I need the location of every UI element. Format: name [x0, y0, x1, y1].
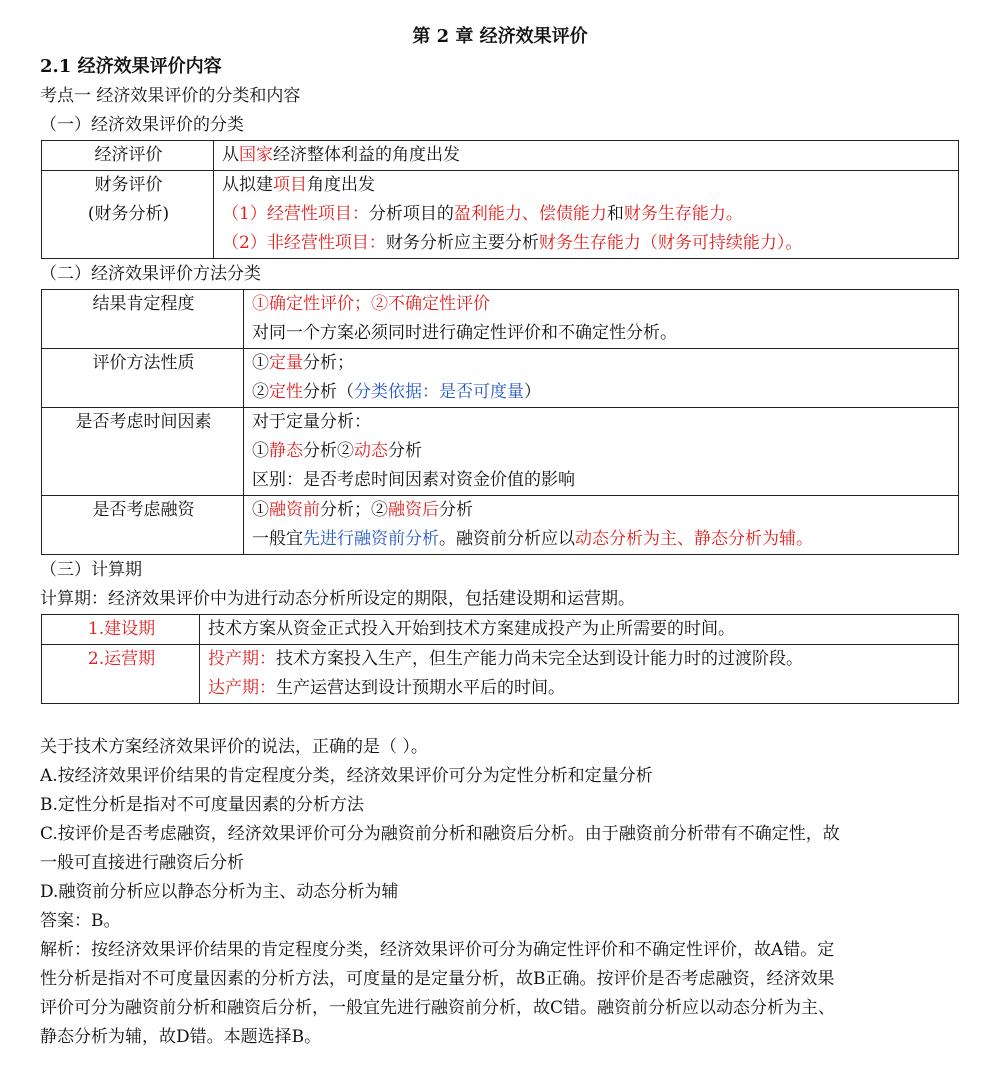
- explanation-line: 解析：按经济效果评价结果的肯定程度分类，经济效果评价可分为确定性评价和不确定性评价，故A错。定: [40, 940, 835, 960]
- explanation-line: 性分析是指对不可度量因素的分析方法，可度量的是定量分析，故B正确。按评价是否考虑融资，经济效果: [40, 969, 835, 989]
- row-label: 1.建设期: [42, 615, 200, 645]
- row-content: ①定量分析； ②定性分析（分类依据：是否可度量）: [244, 349, 959, 408]
- table-row: [42, 171, 959, 259]
- row-content: ①确定性评价；②不确定性评价 对同一个方案必须同时进行确定性评价和不确定性分析。: [244, 290, 959, 349]
- row-content: 从国家经济整体利益的角度出发: [214, 141, 959, 171]
- table-row: [42, 349, 959, 408]
- subheading-classification: （一）经济效果评价的分类: [40, 115, 244, 135]
- table-row: [42, 496, 959, 555]
- table-row: [42, 645, 959, 704]
- row-label: 经济评价: [42, 141, 214, 171]
- explanation-line: 静态分析为辅，故D错。本题选择B。: [40, 1027, 322, 1047]
- row-label: 是否考虑融资: [42, 496, 244, 555]
- chapter-title: 第 2 章 经济效果评价: [412, 26, 588, 47]
- option-c-continued: 一般可直接进行融资后分析: [40, 853, 244, 873]
- question-stem: 关于技术方案经济效果评价的说法，正确的是（ ）。: [40, 737, 428, 757]
- kaodian-heading: 考点一 经济效果评价的分类和内容: [40, 86, 301, 106]
- option-d: D.融资前分析应以静态分析为主、动态分析为辅: [40, 882, 399, 902]
- calc-period-description: 计算期：经济效果评价中为进行动态分析所设定的期限，包括建设期和运营期。: [40, 589, 635, 609]
- subheading-calc-period: （三）计算期: [40, 560, 142, 580]
- row-label: 2.运营期: [42, 645, 200, 704]
- methods-table: [41, 289, 959, 555]
- option-a: A.按经济效果评价结果的肯定程度分类，经济效果评价可分为定性分析和定量分析: [40, 766, 653, 786]
- option-c: C.按评价是否考虑融资，经济效果评价可分为融资前分析和融资后分析。由于融资前分析带有不确定性，故: [40, 824, 840, 844]
- row-content: 技术方案从资金正式投入开始到技术方案建成投产为止所需要的时间。: [200, 615, 959, 645]
- row-label: 评价方法性质: [42, 349, 244, 408]
- calc-period-table: [41, 614, 959, 704]
- section-heading: 2.1 经济效果评价内容: [40, 56, 222, 77]
- document-page: [40, 22, 960, 1052]
- row-content: ①融资前分析；②融资后分析 一般宜先进行融资前分析。融资前分析应以动态分析为主、静态分析为辅。: [244, 496, 959, 555]
- explanation-line: 评价可分为融资前分析和融资后分析，一般宜先进行融资前分析，故C错。融资前分析应以动态分析为主、: [40, 998, 836, 1018]
- table-row: [42, 141, 959, 171]
- option-b: B.定性分析是指对不可度量因素的分析方法: [40, 795, 364, 815]
- table-row: [42, 290, 959, 349]
- row-content: 从拟建项目角度出发 （1）经营性项目：分析项目的盈利能力、偿债能力和财务生存能力。 （2）非经营性项目：财务分析应主要分析财务生存能力（财务可持续能力）。: [214, 171, 959, 259]
- row-content: 对于定量分析： ①静态分析②动态分析 区别：是否考虑时间因素对资金价值的影响: [244, 408, 959, 496]
- row-content: 投产期：技术方案投入生产，但生产能力尚未完全达到设计能力时的过渡阶段。 达产期：生产运营达到设计预期水平后的时间。: [200, 645, 959, 704]
- row-label: 财务评价 (财务分析): [42, 171, 214, 259]
- table-row: [42, 408, 959, 496]
- answer: 答案：B。: [40, 911, 121, 931]
- table-row: [42, 615, 959, 645]
- subheading-methods: （二）经济效果评价方法分类: [40, 264, 261, 284]
- row-label: 结果肯定程度: [42, 290, 244, 349]
- row-label: 是否考虑时间因素: [42, 408, 244, 496]
- classification-table: [41, 140, 959, 259]
